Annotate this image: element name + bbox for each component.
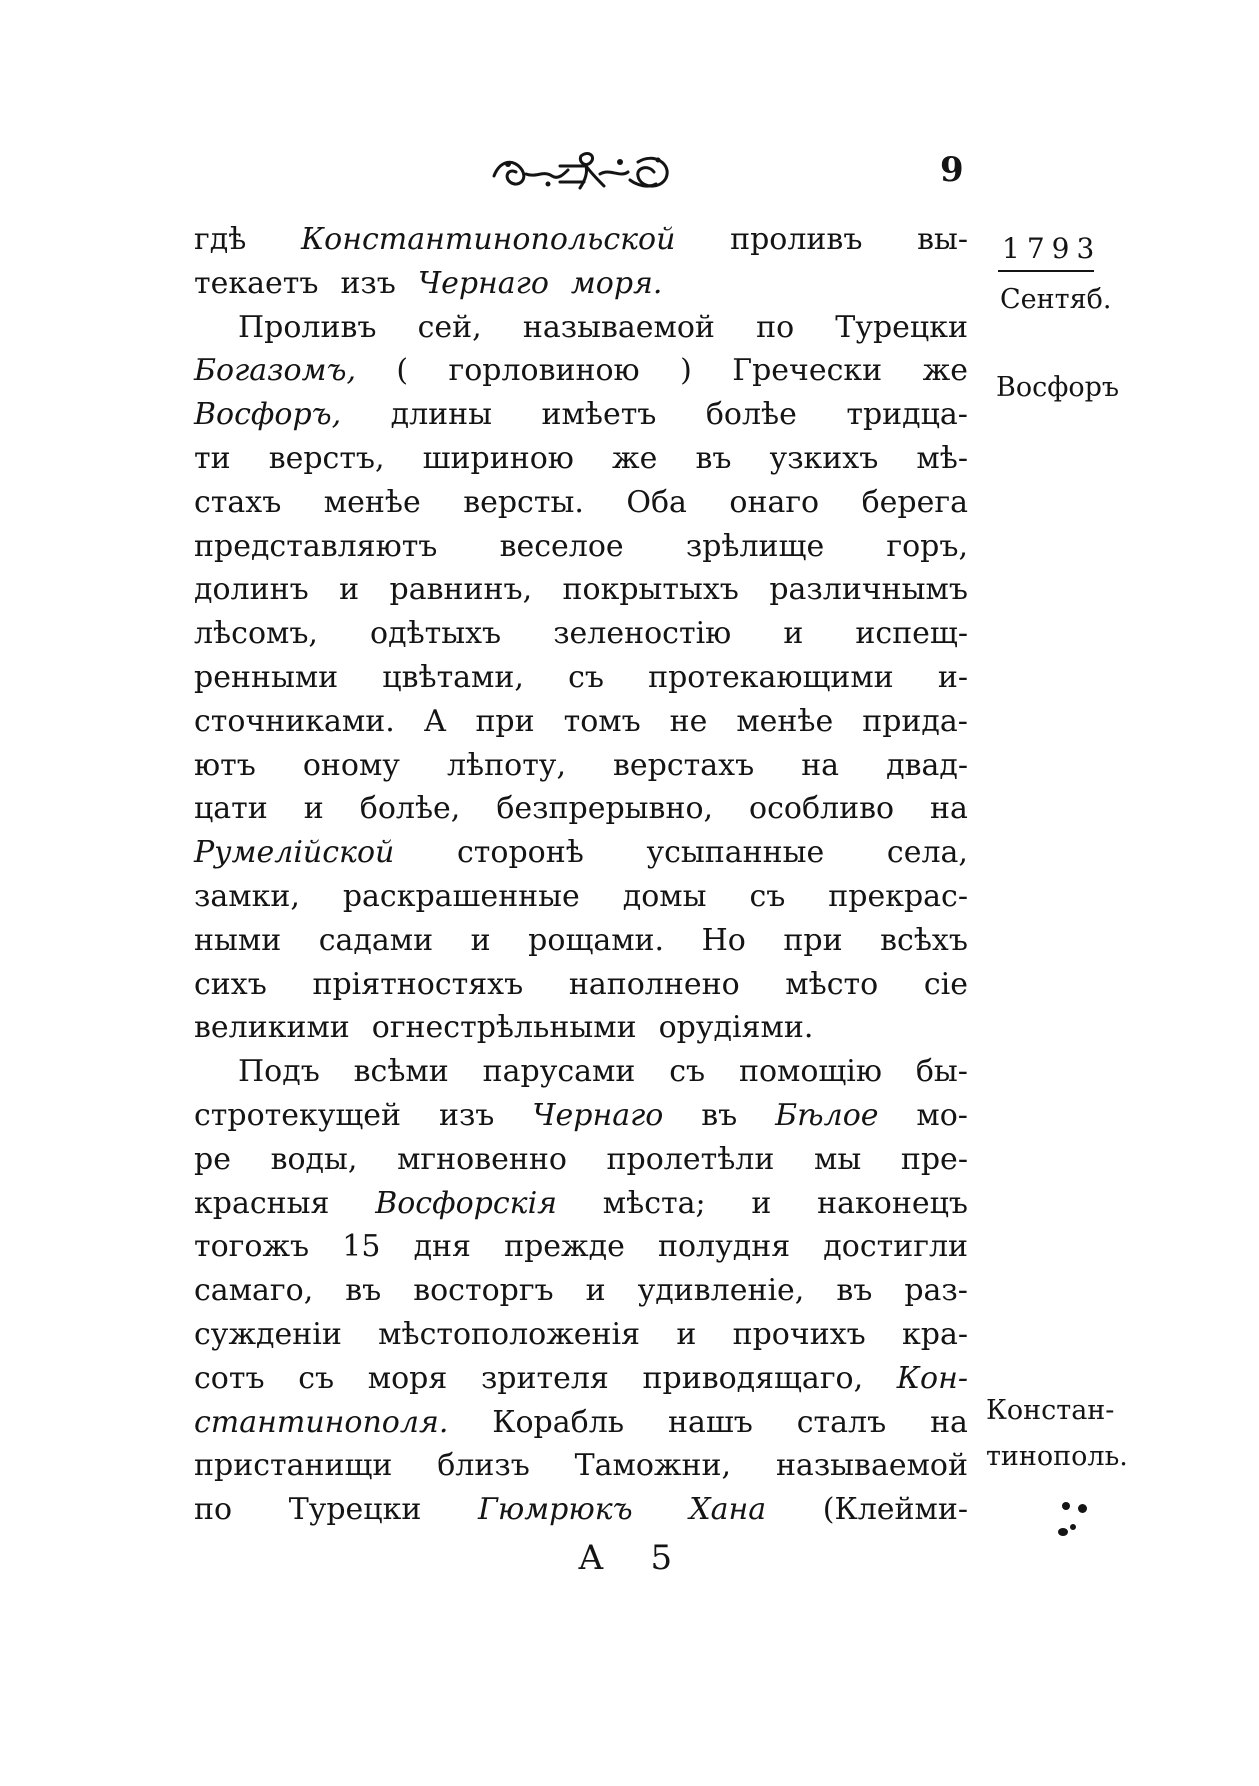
word: сужденіи [194,1316,342,1352]
word: на [930,1404,968,1440]
word: въ [345,1273,382,1309]
word: не [669,703,708,739]
word: мѣсто [785,966,879,1002]
word: бы- [915,1054,968,1090]
word: и [751,1185,772,1221]
text-line [194,1401,968,1445]
word: же [922,353,968,389]
margin-note-line: Констан- [986,1395,1115,1426]
word: дня [413,1229,471,1265]
word: мо- [916,1097,968,1133]
word: ютъ [194,747,256,783]
margin-month: Сентяб. [1000,284,1112,315]
word: приводящаго, [642,1360,864,1396]
word: проливъ [730,222,863,257]
text-line [194,744,968,788]
word: при [783,922,843,958]
word: Восфорскія [375,1185,558,1221]
word: верстахъ [613,747,755,783]
word: на [930,791,968,827]
word: красныя [194,1185,330,1221]
ink-blot [1078,1504,1087,1513]
margin-note-bosphorus: Восфоръ [996,372,1120,403]
word: безпрерывно, [496,791,714,827]
word: версты. [463,484,584,520]
text-line [194,1094,968,1138]
text-line [194,525,968,569]
floral-ornament-icon [488,148,674,194]
word: всѣми [353,1054,449,1090]
text-line [194,1225,968,1269]
word: прекрас- [828,878,968,914]
word: села, [886,835,968,871]
word: самаго, [194,1273,314,1309]
word: испещ- [855,616,968,652]
text-line [194,393,968,437]
word: при [475,703,535,739]
word: восторгъ [413,1273,554,1309]
word: съ [568,659,604,695]
word: зрѣлище [685,528,825,564]
word: стротекущей [194,1097,402,1133]
word: раз- [904,1273,968,1309]
text-line [194,1182,968,1226]
word: мы [814,1141,862,1177]
text-line [194,218,968,262]
word: текаетъ [194,265,319,301]
word: Но [701,922,746,958]
word: орудіями. [658,1010,814,1046]
word: особливо [749,791,895,827]
word: долинъ [194,572,309,608]
word: сіе [923,966,968,1002]
word: и [585,1273,606,1309]
text-line [194,919,968,963]
word: сихъ [194,966,267,1002]
word: прочихъ [732,1316,866,1352]
word: Богазомъ, [194,353,356,389]
word: по [194,1492,233,1528]
word: веселое [499,528,624,564]
word: покрытыхъ [562,572,739,608]
word: менѣе [736,703,834,739]
word: лѣсомъ, [194,616,318,652]
word: горъ, [886,528,968,564]
word: оному [302,747,400,783]
word: домы [622,878,707,914]
word: лѣпоту, [446,747,566,783]
word: съ [669,1054,706,1090]
word: изъ [438,1097,495,1133]
ink-blot [1058,1528,1068,1536]
word: вы- [917,222,968,257]
word: стантинополя. [194,1404,449,1440]
word: и [303,791,324,827]
word: достигли [823,1229,968,1265]
word: двад- [886,747,968,783]
word: (Клейми- [822,1492,968,1528]
text-line [194,612,968,656]
word: стахъ [194,484,282,520]
word: близъ [437,1448,530,1484]
word: всѣхъ [880,922,968,958]
text-line [194,787,968,831]
word: сотъ [194,1360,265,1396]
word: ными [194,922,282,958]
word: 15 [342,1229,381,1265]
text-line [194,437,968,481]
word: Константинопольской [300,222,676,257]
word: Корабль [492,1404,625,1440]
word: Таможни, [574,1448,732,1484]
text-line [194,831,968,875]
word: усыпанные [646,835,825,871]
word: Оба [626,484,687,520]
word: Чернаго [532,1097,664,1133]
word: Кон- [896,1360,968,1396]
word: ) [680,353,692,389]
word: помощію [738,1054,883,1090]
word: протекающими [648,659,894,695]
ink-blot [1070,1524,1076,1530]
printer-signature: А 5 [578,1538,691,1578]
word: садами [318,922,434,958]
word: наполнено [568,966,740,1002]
word: рощами. [528,922,665,958]
text-line [194,262,968,306]
word: же [612,440,658,476]
word: представляютъ [194,528,438,564]
word: Турецки [288,1492,422,1528]
word: длины [390,397,493,433]
word: мѣ- [916,440,968,476]
text-line [194,1050,968,1094]
margin-note-constantinople [986,1388,1128,1480]
word: съ [298,1360,335,1396]
word: изъ [340,265,396,301]
word: сторонѣ [456,835,584,871]
word: замки, [194,878,300,914]
word: пре- [900,1141,968,1177]
word: берега [861,484,968,520]
word: съ [749,878,786,914]
text-line [194,1357,968,1401]
word: ре [194,1141,231,1177]
word: Гюмрюкъ [477,1492,633,1528]
word: и [470,922,491,958]
margin-year: 1793 [1002,232,1102,265]
text-line [194,1269,968,1313]
page-number: 9 [940,150,964,190]
word: ( [396,353,409,389]
word: зеленостію [553,616,732,652]
text-line [194,1006,968,1050]
word: великими [194,1010,350,1046]
word: огнестрѣльными [371,1010,637,1046]
word: мѣста; [602,1185,706,1221]
word: называемой [522,309,715,345]
word: моря [367,1360,448,1396]
word: пролетѣли [606,1141,775,1177]
word: и [339,572,360,608]
word: томъ [563,703,641,739]
word: онаго [729,484,820,520]
margin-rule [998,270,1094,272]
word: верстъ, [268,440,385,476]
word: сталъ [796,1404,887,1440]
text-line [194,1138,968,1182]
word: гдѣ [194,222,247,257]
word: Подъ [238,1054,320,1090]
ink-blot [1062,1502,1070,1510]
text-line [194,963,968,1007]
word: въ [695,440,732,476]
word: цати [194,791,268,827]
word: парусами [482,1054,636,1090]
word: зрителя [480,1360,609,1396]
word: Бѣлое [775,1097,879,1133]
word: Чернаго [417,265,549,301]
word: называемой [775,1448,968,1484]
word: сей, [417,309,482,345]
text-line [194,481,968,525]
word: мгновенно [397,1141,567,1177]
margin-note-line: тинополь. [986,1441,1128,1472]
word: и [783,616,804,652]
word: на [801,747,840,783]
word: болѣе, [359,791,461,827]
text-line [194,656,968,700]
word: Восфоръ, [194,397,342,433]
word: шириною [422,440,574,476]
word: Проливъ [238,309,377,345]
word: моря. [570,265,663,301]
word: узкихъ [769,440,879,476]
word: Румелійской [194,835,395,871]
word: и- [937,659,968,695]
word: горловиною [448,353,640,389]
text-line [194,1488,968,1532]
word: равнинъ, [389,572,533,608]
word: менѣе [323,484,421,520]
text-line [194,700,968,744]
word: по [756,309,795,345]
word: болѣе [705,397,797,433]
word: полудня [658,1229,791,1265]
text-line [194,1444,968,1488]
word: пріятностяхъ [312,966,524,1002]
word: тогожъ [194,1229,310,1265]
text-line [194,349,968,393]
word: Турецки [835,309,968,345]
word: прежде [504,1229,625,1265]
word: А [423,703,447,739]
text-line [194,875,968,919]
word: кра- [901,1316,968,1352]
word: наконецъ [817,1185,968,1221]
word: сточниками. [194,703,395,739]
word: одѣтыхъ [370,616,502,652]
text-line [194,568,968,612]
word: мѣстоположенія [378,1316,641,1352]
word: въ [701,1097,738,1133]
word: нашъ [667,1404,753,1440]
word: воды, [270,1141,358,1177]
word: раскрашенные [342,878,580,914]
word: и [676,1316,697,1352]
text-line [194,1313,968,1357]
word: Гречески [732,353,883,389]
word: имѣетъ [541,397,657,433]
word: Хана [689,1492,767,1528]
word: въ [836,1273,873,1309]
text-line [194,306,968,350]
word: удивленіе, [637,1273,805,1309]
word: ти [194,440,231,476]
word: придa- [862,703,968,739]
word: пристанищи [194,1448,393,1484]
word: ренными [194,659,339,695]
body-text [194,218,968,1532]
word: тридца- [846,397,968,433]
word: различнымъ [769,572,968,608]
word: цвѣтами, [382,659,524,695]
